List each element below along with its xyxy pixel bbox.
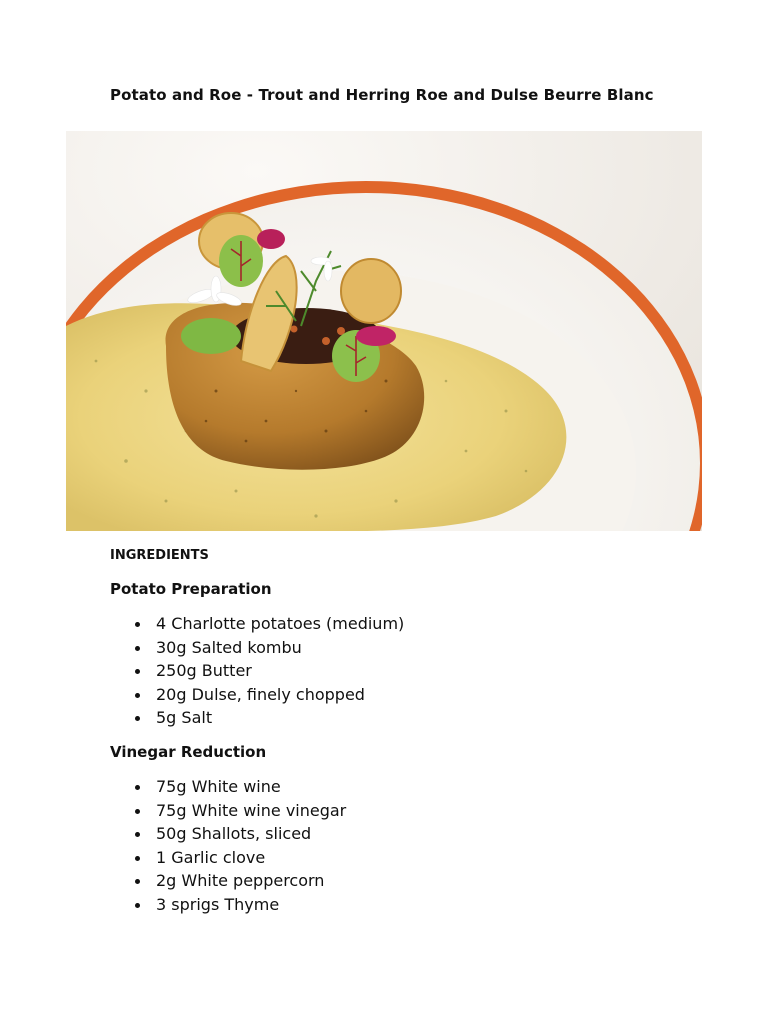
list-item: 3 sprigs Thyme bbox=[132, 893, 346, 917]
list-item: 50g Shallots, sliced bbox=[132, 822, 346, 846]
list-item: 4 Charlotte potatoes (medium) bbox=[132, 612, 404, 636]
ingredients-heading: INGREDIENTS bbox=[110, 548, 209, 563]
potato-crisp bbox=[341, 259, 401, 323]
sorrel-leaf bbox=[181, 318, 241, 354]
list-item: 75g White wine vinegar bbox=[132, 799, 346, 823]
section-heading-potato-preparation: Potato Preparation bbox=[110, 580, 272, 598]
list-item: 75g White wine bbox=[132, 775, 346, 799]
vinegar-reduction-list bbox=[132, 775, 346, 917]
list-item: 30g Salted kombu bbox=[132, 636, 404, 660]
list-item: 250g Butter bbox=[132, 659, 404, 683]
potato-preparation-list bbox=[132, 612, 404, 730]
list-item: 5g Salt bbox=[132, 706, 404, 730]
dish-photo bbox=[66, 131, 702, 531]
list-item: 2g White peppercorn bbox=[132, 869, 346, 893]
list-item: 1 Garlic clove bbox=[132, 846, 346, 870]
beet-petal bbox=[356, 326, 396, 346]
beet-petal bbox=[257, 229, 285, 249]
section-heading-vinegar-reduction: Vinegar Reduction bbox=[110, 743, 267, 761]
page-title: Potato and Roe - Trout and Herring Roe and Dulse Beurre Blanc bbox=[110, 86, 654, 104]
list-item: 20g Dulse, finely chopped bbox=[132, 683, 404, 707]
